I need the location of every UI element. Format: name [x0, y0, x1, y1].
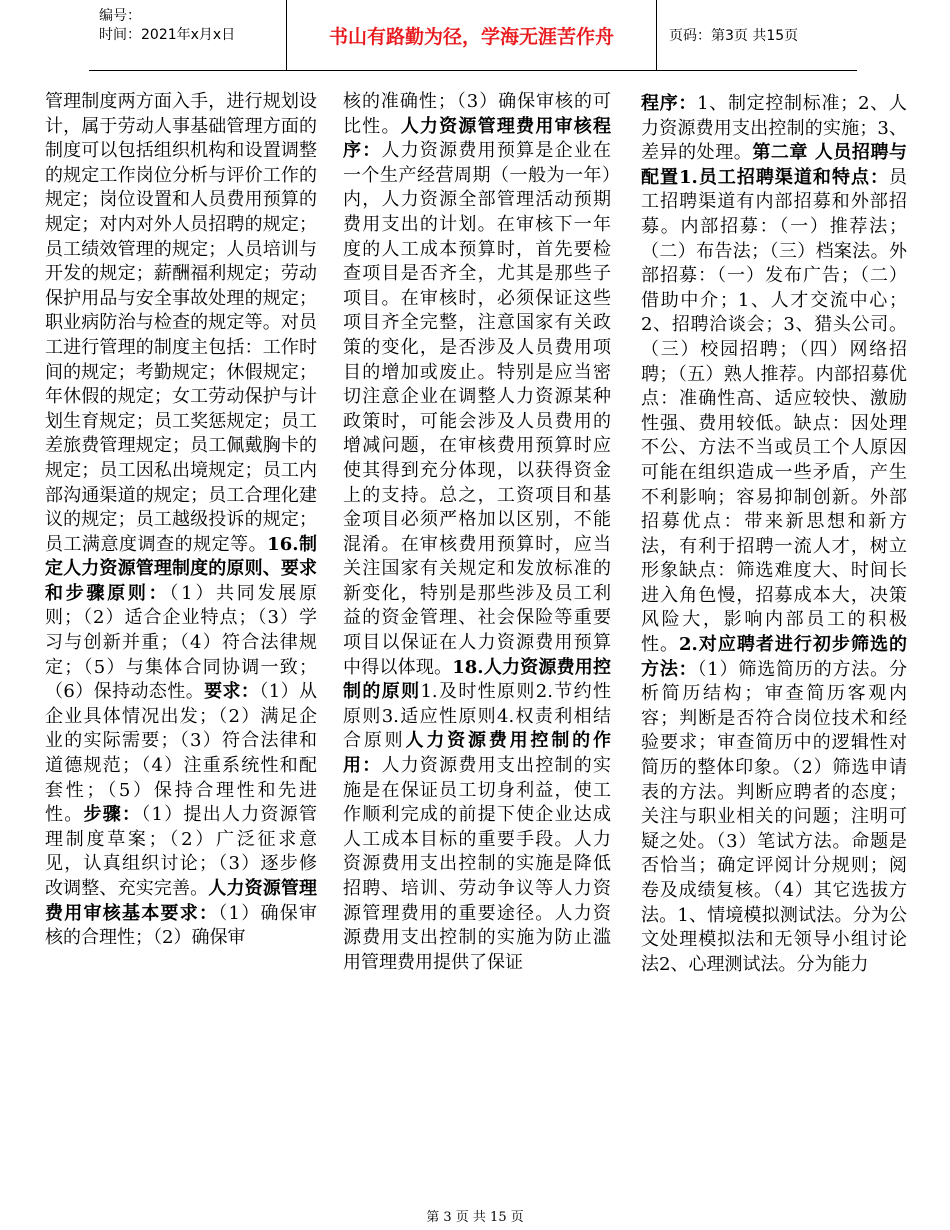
- body-text: 人力资源费用支出控制的实施是在保证员工切身利益，使工作顺利完成的前提下使企业达成人工成本目标的重要手段。人力资源费用支出控制的实施是降低招聘、培训、劳动争议等人力资源管理费用的重要途径。人力资源费用支出控制的实施为防止滥用管理费用提供了保证: [343, 755, 612, 973]
- body-text: （1）提出人力资源管理制度草案；（2）广泛征求意见，认真组织讨论；（3）逐步修改调整、充实完善。: [45, 804, 318, 899]
- text-column-3: [641, 92, 907, 977]
- header-meta: [89, 0, 287, 70]
- time-label: 时间：2021年x月x日: [99, 27, 236, 43]
- body-text: 1、制定控制标准；2、人力资源费用支出控制的实施；3、差异的处理。: [641, 93, 908, 164]
- body-text: （1）从企业具体情况出发；（2）满足企业的实际需要；（3）符合法律和道德规范；（4）注重系统性和配套性；（5）保持合理性和先进性。: [45, 681, 317, 826]
- text-column-2: [343, 90, 611, 975]
- header-motto: 书山有路勤为径，学海无涯苦作舟: [287, 0, 657, 70]
- bold-heading-text: 第二章 人员招聘与配置1.员工招聘渠道和特点：: [641, 142, 907, 188]
- text-column-1: [45, 90, 317, 951]
- body-text: （1）确保审核的合理性；（2）确保审: [45, 902, 317, 949]
- bold-heading-text: 16.制定人力资源管理制度的原则、要求和步骤原则：: [45, 533, 318, 604]
- body-text: （1）筛选简历的方法。分析简历结构；审查简历客观内容；判断是否符合岗位技术和经验要求；审查简历中的逻辑性对简历的整体印象。（2）筛选申请表的方法。判断应聘者的态度；关注与职业相关的问题；注明可疑之处。（3）笔试方法。命题是否恰当；确定评阅计分规则；阅卷及成绩复核。（4）其它选拔方法。1、情境模拟测试法。分为公文处理模拟法和无领导小组讨论法2、心理测试法。分为能力: [641, 658, 908, 975]
- bold-heading-text: 要求：: [204, 681, 260, 703]
- body-text: 员工招聘渠道有内部招募和外部招募。内部招募：（一）推荐法；（二）布告法；（三）档案法。外部招募：（一）发布广告；（二）借助中介；1、人才交流中心；2、招聘洽谈会；3、猎头公司。（三）校园招聘；（四）网络招聘；（五）熟人推荐。内部招募优点：准确性高、适应较快、激励性强、费用较低。缺点：因处理不公、方法不当或员工个人原因可能在组织造成一些矛盾，产生不利影响；容易抑制创新。外部招募优点：带来新思想和新方法，有利于招聘一流人才，树立形象缺点：筛选难度大、时间长进入角色慢，招募成本大，决策风险大，影响内部员工的积极性。: [641, 166, 907, 656]
- body-text: 核的准确性；（3）确保审核的可比性。: [343, 91, 611, 137]
- bold-heading-text: 人力资源管理费用审核程序：: [343, 115, 612, 162]
- page-header: [89, 0, 857, 71]
- serial-label: 编号：: [99, 8, 141, 24]
- body-text: 1.及时性原则2.节约性原则3.适应性原则4.权责利相结合原则: [343, 681, 611, 752]
- bold-heading-text: 程序：: [641, 93, 698, 114]
- bold-heading-text: 人力资源费用控制的作用：: [343, 730, 611, 777]
- header-page-label: 页码：第3页 共15页: [669, 28, 799, 44]
- body-text: 管理制度两方面入手，进行规划设计，属于劳动人事基础管理方面的制度可以包括组织机构和设置调整的规定工作岗位分析与评价工作的规定；岗位设置和人员费用预算的规定；对内对外人员招聘的规定；员工绩效管理的规定；人员培训与开发的规定；薪酬福利规定；劳动保护用品与安全事故处理的规定；职业病防治与检查的规定等。对员工进行管理的制度主包括：工作时间的规定；考勤规定；休假规定；年休假的规定；女工劳动保护与计划生育规定；员工奖惩规定；员工差旅费管理规定；员工佩戴胸卡的规定；员工因私出境规定；员工内部沟通渠道的规定；员工合理化建议的规定；员工越级投诉的规定；员工满意度调查的规定等。: [45, 91, 317, 555]
- bold-heading-text: 2.对应聘者进行初步筛选的方法：: [641, 634, 907, 680]
- bold-heading-text: 人力资源管理费用审核基本要求：: [45, 878, 318, 924]
- page-footer: 第 3 页 共 15 页: [426, 1210, 524, 1225]
- body-text: 人力资源费用预算是企业在一个生产经营周期（一般为一年）内，人力资源全部管理活动预期费用支出的计划。在审核下一年度的人工成本预算时，首先要检查项目是否齐全，尤其是那些子项目。在审核时，必须保证这些项目齐全完整，注意国家有关政策的变化，是否涉及人员费用项目的增加或废止。特别是应当密切注意企业在调整人力资源某种政策时，可能会涉及人员费用的增减问题，在审核费用预算时应使其得到充分体现，以获得资金上的支持。总之，工资项目和基金项目必须严格加以区别，不能混淆。在审核费用预算时，应当关注国家有关规定和发放标准的新变化，特别是那些涉及员工利益的资金管理、社会保险等重要项目以保证在人力资源费用预算中得以体现。: [343, 140, 612, 678]
- bold-heading-text: 18.人力资源费用控制的原则: [343, 656, 611, 703]
- bold-heading-text: 步骤：: [83, 804, 142, 826]
- body-text: （1）共同发展原则；（2）适合企业特点；（3）学习与创新并重；（4）符合法律规定；（5）与集体合同协调一致；（6）保持动态性。: [45, 582, 317, 703]
